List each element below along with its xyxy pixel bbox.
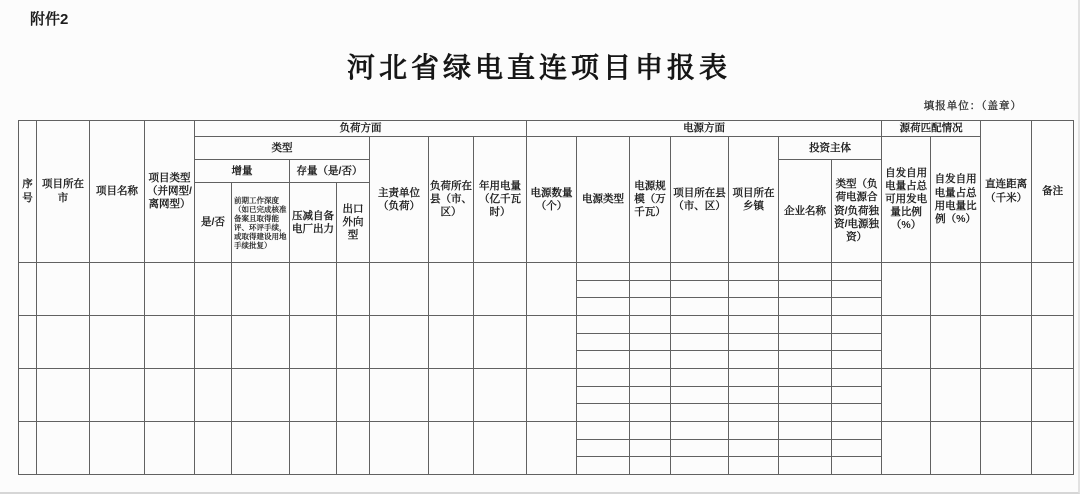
col-header-source-county: 项目所在县（市、区） bbox=[671, 137, 729, 263]
form-cell bbox=[145, 316, 195, 369]
form-cell bbox=[630, 439, 671, 457]
form-cell bbox=[729, 298, 779, 316]
form-cell bbox=[729, 369, 779, 387]
form-cell bbox=[577, 457, 630, 475]
table-body bbox=[19, 263, 1074, 475]
form-cell bbox=[577, 316, 630, 334]
form-cell bbox=[1032, 369, 1074, 422]
application-form-table bbox=[18, 120, 1074, 475]
form-cell bbox=[195, 316, 232, 369]
group-header-power: 电源方面 bbox=[527, 121, 882, 137]
form-cell bbox=[474, 422, 527, 475]
form-cell bbox=[195, 263, 232, 316]
form-cell bbox=[577, 422, 630, 440]
col-header-early-work: 前期工作深度（如已完成核准备案且取得能评、环评手续，或取得建设用地手续批复） bbox=[232, 183, 290, 263]
form-cell bbox=[832, 263, 882, 281]
form-cell bbox=[90, 316, 145, 369]
form-cell bbox=[832, 298, 882, 316]
form-cell bbox=[671, 369, 729, 387]
form-cell bbox=[779, 298, 832, 316]
col-header-source-town: 项目所在乡镇 bbox=[729, 137, 779, 263]
form-cell bbox=[429, 263, 474, 316]
form-cell bbox=[630, 386, 671, 404]
form-cell bbox=[671, 333, 729, 351]
form-cell bbox=[337, 422, 370, 475]
form-cell bbox=[832, 280, 882, 298]
form-cell bbox=[577, 351, 630, 369]
form-row bbox=[19, 263, 1074, 281]
col-header-yes-no: 是/否 bbox=[195, 183, 232, 263]
form-cell bbox=[37, 369, 90, 422]
col-header-company: 企业名称 bbox=[779, 160, 832, 263]
form-cell bbox=[474, 263, 527, 316]
form-cell bbox=[145, 263, 195, 316]
form-cell bbox=[429, 369, 474, 422]
col-header-reduce-captive: 压减自备电厂出力 bbox=[290, 183, 337, 263]
form-cell bbox=[671, 280, 729, 298]
form-row bbox=[19, 369, 1074, 387]
form-cell bbox=[882, 422, 931, 475]
form-cell bbox=[832, 386, 882, 404]
form-cell bbox=[671, 298, 729, 316]
form-cell bbox=[729, 263, 779, 281]
form-cell bbox=[577, 439, 630, 457]
form-cell bbox=[671, 457, 729, 475]
form-cell bbox=[195, 422, 232, 475]
form-cell bbox=[19, 422, 37, 475]
form-cell bbox=[779, 422, 832, 440]
form-cell bbox=[290, 263, 337, 316]
form-cell bbox=[671, 316, 729, 334]
form-cell bbox=[882, 316, 931, 369]
form-cell bbox=[931, 316, 981, 369]
col-header-seq: 序号 bbox=[19, 121, 37, 263]
form-cell bbox=[145, 422, 195, 475]
form-cell bbox=[729, 422, 779, 440]
form-cell bbox=[232, 422, 290, 475]
form-cell bbox=[779, 404, 832, 422]
col-header-self-gen-ratio: 自发自用电量占总可用发电量比例（%） bbox=[882, 137, 931, 263]
form-cell bbox=[1032, 263, 1074, 316]
form-cell bbox=[527, 369, 577, 422]
form-cell bbox=[779, 333, 832, 351]
form-cell bbox=[882, 263, 931, 316]
form-cell bbox=[729, 280, 779, 298]
form-cell bbox=[1032, 316, 1074, 369]
form-cell bbox=[290, 422, 337, 475]
form-cell bbox=[577, 333, 630, 351]
form-cell bbox=[337, 316, 370, 369]
form-cell bbox=[931, 422, 981, 475]
form-cell bbox=[37, 263, 90, 316]
form-cell bbox=[577, 386, 630, 404]
form-cell bbox=[671, 351, 729, 369]
group-header-type: 类型 bbox=[195, 137, 370, 160]
form-cell bbox=[429, 422, 474, 475]
form-cell bbox=[981, 422, 1032, 475]
form-cell bbox=[630, 369, 671, 387]
form-cell bbox=[232, 263, 290, 316]
form-cell bbox=[981, 316, 1032, 369]
col-header-source-count: 电源数量（个） bbox=[527, 137, 577, 263]
group-header-match: 源荷匹配情况 bbox=[882, 121, 981, 137]
form-cell bbox=[832, 351, 882, 369]
form-cell bbox=[145, 369, 195, 422]
form-cell bbox=[882, 369, 931, 422]
form-cell bbox=[19, 316, 37, 369]
form-cell bbox=[90, 263, 145, 316]
col-header-project-city: 项目所在市 bbox=[37, 121, 90, 263]
form-cell bbox=[290, 369, 337, 422]
table-header bbox=[19, 121, 1074, 263]
form-cell bbox=[577, 369, 630, 387]
attachment-label: 附件2 bbox=[30, 11, 69, 28]
form-cell bbox=[981, 263, 1032, 316]
form-cell bbox=[577, 404, 630, 422]
form-cell bbox=[337, 369, 370, 422]
form-cell bbox=[832, 404, 882, 422]
form-cell bbox=[729, 333, 779, 351]
form-cell bbox=[779, 457, 832, 475]
form-cell bbox=[90, 422, 145, 475]
form-cell bbox=[729, 351, 779, 369]
form-cell bbox=[729, 404, 779, 422]
form-cell bbox=[630, 404, 671, 422]
form-row bbox=[19, 316, 1074, 334]
col-header-distance: 直连距离（千米） bbox=[981, 121, 1032, 263]
form-cell bbox=[370, 263, 429, 316]
form-cell bbox=[1032, 422, 1074, 475]
form-cell bbox=[337, 263, 370, 316]
header-row-groups bbox=[19, 121, 1074, 137]
form-cell bbox=[729, 457, 779, 475]
form-cell bbox=[931, 369, 981, 422]
form-cell bbox=[577, 263, 630, 281]
form-cell bbox=[729, 316, 779, 334]
group-header-investor: 投资主体 bbox=[779, 137, 882, 160]
form-cell bbox=[195, 369, 232, 422]
form-cell bbox=[832, 422, 882, 440]
form-cell bbox=[90, 369, 145, 422]
form-cell bbox=[474, 369, 527, 422]
form-cell bbox=[630, 333, 671, 351]
col-header-load-county: 负荷所在县（市、区） bbox=[429, 137, 474, 263]
form-cell bbox=[630, 457, 671, 475]
form-cell bbox=[931, 263, 981, 316]
form-cell bbox=[577, 298, 630, 316]
form-row bbox=[19, 422, 1074, 440]
group-header-increment: 增量 bbox=[195, 160, 290, 183]
form-cell bbox=[832, 369, 882, 387]
fill-unit-label: 填报单位：（盖章） bbox=[923, 100, 1022, 112]
form-cell bbox=[729, 386, 779, 404]
col-header-invest-type: 类型（负荷电源合资/负荷独资/电源独资） bbox=[832, 160, 882, 263]
form-cell bbox=[19, 263, 37, 316]
form-cell bbox=[729, 439, 779, 457]
form-cell bbox=[671, 386, 729, 404]
col-header-source-type: 电源类型 bbox=[577, 137, 630, 263]
form-cell bbox=[981, 369, 1032, 422]
form-cell bbox=[630, 263, 671, 281]
form-cell bbox=[232, 369, 290, 422]
form-cell bbox=[370, 316, 429, 369]
form-cell bbox=[474, 316, 527, 369]
form-cell bbox=[630, 351, 671, 369]
form-cell bbox=[370, 369, 429, 422]
col-header-export-oriented: 出口外向型 bbox=[337, 183, 370, 263]
form-cell bbox=[630, 280, 671, 298]
form-cell bbox=[37, 422, 90, 475]
form-cell bbox=[671, 263, 729, 281]
form-cell bbox=[630, 316, 671, 334]
form-cell bbox=[671, 422, 729, 440]
form-cell bbox=[832, 333, 882, 351]
group-header-load: 负荷方面 bbox=[195, 121, 527, 137]
form-cell bbox=[779, 439, 832, 457]
form-cell bbox=[779, 386, 832, 404]
form-cell bbox=[429, 316, 474, 369]
col-header-resp-unit: 主责单位（负荷） bbox=[370, 137, 429, 263]
form-cell bbox=[832, 457, 882, 475]
group-header-stock: 存量（是/否） bbox=[290, 160, 370, 183]
col-header-annual-power: 年用电量（亿千瓦时） bbox=[474, 137, 527, 263]
col-header-project-name: 项目名称 bbox=[90, 121, 145, 263]
form-cell bbox=[779, 316, 832, 334]
form-cell bbox=[19, 369, 37, 422]
form-cell bbox=[527, 422, 577, 475]
form-cell bbox=[671, 404, 729, 422]
form-cell bbox=[232, 316, 290, 369]
form-cell bbox=[779, 280, 832, 298]
form-cell bbox=[37, 316, 90, 369]
form-cell bbox=[779, 351, 832, 369]
col-header-remark: 备注 bbox=[1032, 121, 1074, 263]
form-cell bbox=[832, 439, 882, 457]
col-header-source-scale: 电源规模（万千瓦） bbox=[630, 137, 671, 263]
col-header-project-type: 项目类型（并网型/离网型） bbox=[145, 121, 195, 263]
col-header-self-use-ratio: 自发自用电量占总用电量比例（%） bbox=[931, 137, 981, 263]
form-cell bbox=[671, 439, 729, 457]
form-cell bbox=[779, 369, 832, 387]
form-cell bbox=[630, 298, 671, 316]
form-cell bbox=[290, 316, 337, 369]
form-cell bbox=[527, 316, 577, 369]
form-cell bbox=[370, 422, 429, 475]
form-cell bbox=[527, 263, 577, 316]
form-cell bbox=[779, 263, 832, 281]
page-title: 河北省绿电直连项目申报表 bbox=[346, 52, 731, 83]
form-cell bbox=[832, 316, 882, 334]
form-cell bbox=[630, 422, 671, 440]
form-cell bbox=[577, 280, 630, 298]
